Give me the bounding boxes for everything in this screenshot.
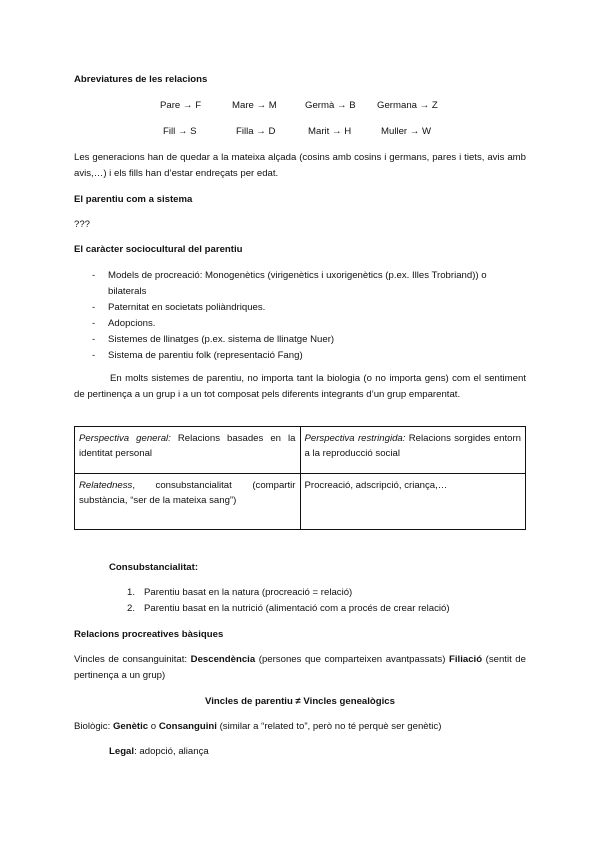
list-item: - Sistemes de llinatges (p.ex. sistema de llinatge Nuer) <box>74 332 526 348</box>
list-text: Parentiu basat en la nutrició (alimentació com a procés de crear relació) <box>144 603 450 614</box>
system-text: ??? <box>74 219 91 230</box>
biological-description: (similar a “related to”, però no té perquè ser genètic) <box>216 721 442 732</box>
table-row <box>75 427 526 474</box>
or-text: o <box>148 721 159 732</box>
restricted-label: Perspectiva restringida: <box>304 433 406 444</box>
relatedness-label: Relatedness <box>79 480 133 491</box>
abbreviation-mare: Mare → M <box>232 100 277 111</box>
table-row <box>75 474 526 530</box>
relatedness-text: , consubstancialitat (compartir substància, “ser de la mateixa sang”) <box>79 480 296 506</box>
list-item: - Sistema de parentiu folk (representació Fang) <box>74 348 526 364</box>
biological-label: Biològic: <box>74 721 113 732</box>
table-cell-relatedness <box>75 474 301 530</box>
consub-list <box>74 585 526 617</box>
procreation-text: Procreació, adscripció, criança,… <box>304 480 448 491</box>
consanguinity-label: Vincles de consanguinitat: <box>74 654 191 665</box>
sociocultural-list <box>74 268 526 364</box>
genetic-term: Genètic <box>112 721 149 732</box>
perspective-table <box>74 426 526 530</box>
abbreviation-fill: Fill → S <box>163 126 197 137</box>
table-cell-general <box>75 427 301 474</box>
list-text: Parentiu basat en la natura (procreació = relació) <box>144 587 353 598</box>
descendencia-term: Descendència <box>190 654 256 665</box>
abbreviations-heading: Abreviatures de les relacions <box>74 74 208 85</box>
abbreviation-germana: Germana → Z <box>377 100 438 111</box>
abbreviation-muller: Muller → W <box>381 126 432 137</box>
abbreviation-germa: Germà → B <box>305 100 356 111</box>
consanguinity-paragraph <box>74 652 526 684</box>
kinship-vs-genealogy: Vincles de parentiu ≠ Vincles genealògics <box>205 696 395 707</box>
list-number: 2. <box>127 603 136 614</box>
legal-label: Legal <box>109 746 135 757</box>
biological-line <box>74 719 526 734</box>
list-item: - Adopcions. <box>74 316 526 332</box>
system-heading: El parentiu com a sistema <box>74 194 193 205</box>
sociocultural-paragraph: En molts sistemes de parentiu, no importa tant la biologia (o no importa gens) com el sentiment de pertinença a un grup i a un tot composat pels diferents integrants d’un grup emparentat. <box>74 373 526 400</box>
procreative-heading: Relacions procreatives bàsiques <box>74 629 224 640</box>
abbreviation-filla: Filla → D <box>236 126 276 137</box>
abbreviation-row-1 <box>74 98 526 113</box>
restricted-text: Relacions sorgides entorn a la reproducció social <box>304 433 522 459</box>
general-label: Perspectiva general: <box>79 433 171 444</box>
descendencia-text: (persones que comparteixen avantpassats) <box>255 654 449 665</box>
table-cell-procreation <box>300 474 526 530</box>
filiacio-text: (sentit de pertinença a un grup) <box>74 654 526 681</box>
list-item: - Models de procreació: Monogenètics (virigenètics i uxorigenètics (p.ex. Illes Trobriand)) o bilaterals <box>74 268 526 300</box>
abbreviation-pare: Pare → F <box>160 100 202 111</box>
legal-text: : adopció, aliança <box>134 746 209 757</box>
list-item <box>74 601 526 617</box>
consanguineous-term: Consanguini <box>158 721 217 732</box>
table-cell-restricted <box>300 427 526 474</box>
abbreviation-marit: Marit → H <box>308 126 352 137</box>
legal-line <box>109 744 209 759</box>
generations-note: Les generacions han de quedar a la mateixa alçada (cosins amb cosins i germans, pares i tiets, avis amb avis,…) i els fills han d’estar endreçats per edat. <box>74 152 526 179</box>
consub-heading: Consubstancialitat: <box>109 562 199 573</box>
list-number: 1. <box>127 587 136 598</box>
sociocultural-heading: El caràcter sociocultural del parentiu <box>74 244 243 255</box>
abbreviation-row-2 <box>74 124 526 139</box>
list-item: - Paternitat en societats poliàndriques. <box>74 300 526 316</box>
filiacio-term: Filiació <box>449 654 483 665</box>
general-text: Relacions basades en la identitat personal <box>79 433 296 459</box>
list-item <box>74 585 526 601</box>
